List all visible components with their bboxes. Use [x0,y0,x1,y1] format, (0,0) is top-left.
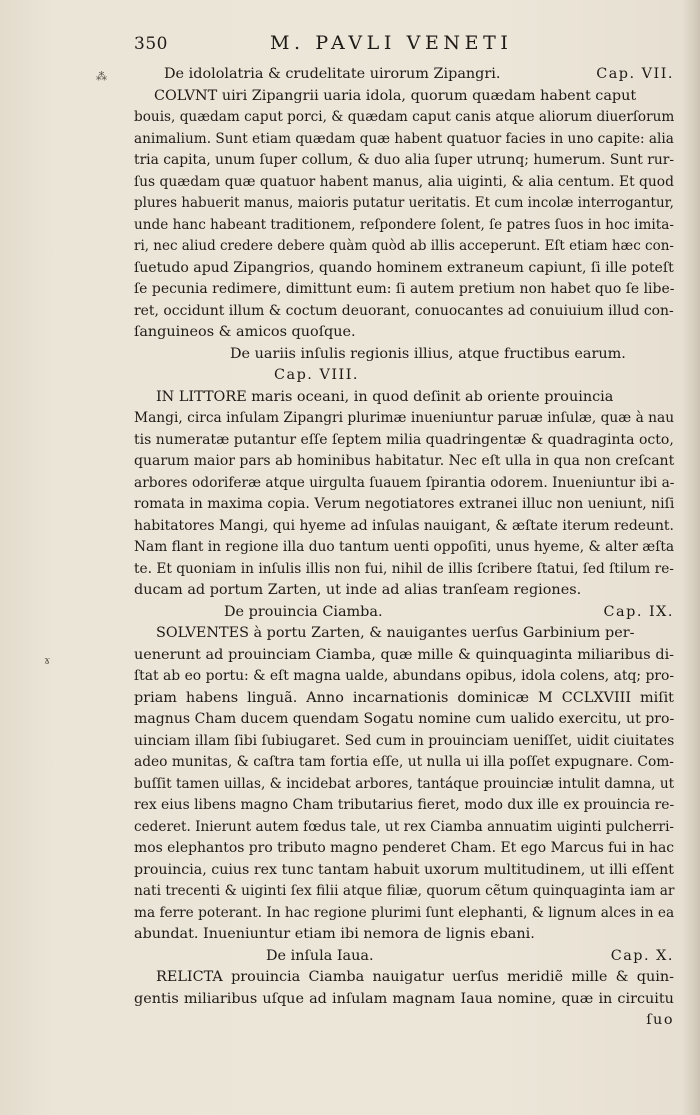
body-text [134,64,674,1032]
text-line: ſus quædam quæ quatuor habent manus, alia uiginti, & alia centum. Et quod [134,173,674,190]
text-line: rex eius libens magno Cham tributarius fieret, modo dux ille ex prouincia re- [134,797,675,813]
text-line: abundat. Inueniuntur etiam ibi nemora de lignis ebani. [134,926,535,942]
text-line: gentis miliaribus uſque ad inſulam magnam Iaua nomine, quæ in circuitu [134,990,674,1007]
text-line: bouis, quædam caput porci, & quædam caput canis atque aliorum diuerſorum [134,109,675,125]
text-line: RELICTA prouincia Ciamba nauigatur uerſus meridiẽ mille & quin- [156,969,674,985]
text-line: arbores odoriferæ atque uirgulta ſuauem ſpirantia odorem. Inueniuntur ibi a- [134,474,675,491]
marginal-smudge: ɤ [44,654,51,667]
chapter-number: Cap. IX. [603,603,674,620]
page-number: 350 [134,34,168,54]
text-line: buſſit tamen uillas, & incidebat arbores, tantáque prouinciæ intulit damna, ut [134,775,675,792]
text-line: mos elephantos pro tributo magno penderet Cham. Et ego Marcus fui in hac [134,840,675,856]
text-line: Mangi, circa inſulam Zipangri plurimæ inueniuntur paruæ inſulæ, quæ à nau [134,410,675,426]
text-line: nati trecenti & uiginti ſex filii atque filiæ, quorum cẽtum quinquaginta iam ar [134,883,675,899]
chapter-heading [134,64,674,86]
text-line: ſuetudo apud Zipangrios, quando hominem extraneum capiunt, ſi ille poteſt [134,259,674,276]
text-line: magnus Cham ducem quendam Sogatu nomine cum ualido exercitu, ut pro- [134,711,675,727]
chapter-title: De prouincia Ciamba. [224,603,383,620]
text-line: COLVNT uiri Zipangrii uaria idola, quorum quædam habent caput [154,87,637,104]
text-line: ſtat ab eo portu: & eſt magna ualde, abundans opibus, idola colens, atq; pro- [134,668,675,684]
text-line: animalium. Sunt etiam quædam quæ habent quatuor facies in uno capite: alia [134,130,674,147]
text-line: cederet. Inierunt autem fœdus tale, ut rex Ciamba annuatim uiginti pulcherri- [134,818,675,835]
chapter-heading [134,344,674,366]
text-line: ducam ad portum Zarten, ut inde ad alias tranſeam regiones. [134,582,582,598]
chapter-number: Cap. VII. [596,66,674,82]
text-line: tis numeratæ putantur eſſe ſeptem milia quadringentæ & quadraginta octo, [134,431,674,448]
text-line: ret, occidunt illum & coctum deuorant, conuocantes ad conuiuium illud con- [134,302,674,319]
text-line: uenerunt ad prouinciam Ciamba, quæ mille & quinquaginta miliaribus di- [134,646,675,663]
chapter-title: De idololatria & crudelitate uirorum Zipangri. [164,66,501,82]
text-line: te. Et quoniam in inſulis illis non fui, nihil de illis ſcribere ſtatui, ſed ſtilum re- [134,560,674,577]
page-header [134,28,674,58]
catchword: ſuo [646,1012,674,1028]
text-line: adeo munitas, & caſtra tam fortia eſſe, ut nulla ui illa poſſet expugnare. Com- [134,754,674,770]
text-line: tria capita, unum ſuper collum, & duo alia ſuper utrunq; humerum. Sunt rur- [134,152,675,168]
chapter-heading [134,602,674,624]
page-gutter-shadow [682,0,700,1115]
text-line: ma ferre poterant. In hac regione plurimi ſunt elephanti, & lignum alces in ea [134,904,675,921]
text-line: ſe pecunia redimere, dimittunt eum: ſi autem pretium non habet quo ſe libe- [134,281,675,297]
chapter-title: De inſula Iaua. [266,947,374,964]
marginal-smudge: ⁂ [96,70,107,83]
text-line: quarum maior pars ab hominibus habitatur. Nec eſt ulla in qua non creſcant [134,453,675,469]
text-line: plures habuerit manus, maioris putatur ueritatis. Et cum incolæ interrogantur, [134,195,674,211]
chapter-heading [134,946,674,968]
text-line: ſanguineos & amicos quoſque. [134,324,356,340]
chapter-number: Cap. VIII. [274,367,359,383]
text-line: unde hanc habeant traditionem, reſpondere ſolent, ſe patres ſuos in hoc imita- [134,216,674,233]
running-head: M. PAVLI VENETI [270,32,513,54]
chapter-title: De uariis inſulis regionis illius, atque fructibus earum. [230,345,626,362]
text-line: IN LITTORE maris oceani, in quod deſinit ab oriente prouincia [156,388,614,405]
chapter-heading [134,365,674,387]
text-line: ri, nec aliud credere debere quàm quòd ab illis acceperunt. Eſt etiam hæc con- [134,238,674,254]
catchword-line [134,1010,674,1032]
text-line: SOLVENTES à portu Zarten, & nauigantes uerſus Garbinium per- [156,625,635,641]
text-line: Nam flant in regione illa duo tantum uenti oppoſiti, unus hyeme, & alter æſta [134,539,675,555]
text-line: priam habens linguã. Anno incarnationis dominicæ M CCLXVIII miſit [134,689,674,706]
text-line: romata in maxima copia. Verum negotiatores extranei illuc non ueniunt, niſi [134,496,675,512]
text-line: uinciam illam ſibi ſubiugaret. Sed cum in prouinciam ueniſſet, uidit ciuitates [134,732,675,749]
text-line: habitatores Mangi, qui hyeme ad inſulas nauigant, & æſtate iterum redeunt. [134,517,674,534]
chapter-number: Cap. X. [610,947,674,964]
text-line: prouincia, cuius rex tunc tantam habuit uxorum multitudinem, ut illi eſſent [134,861,674,878]
